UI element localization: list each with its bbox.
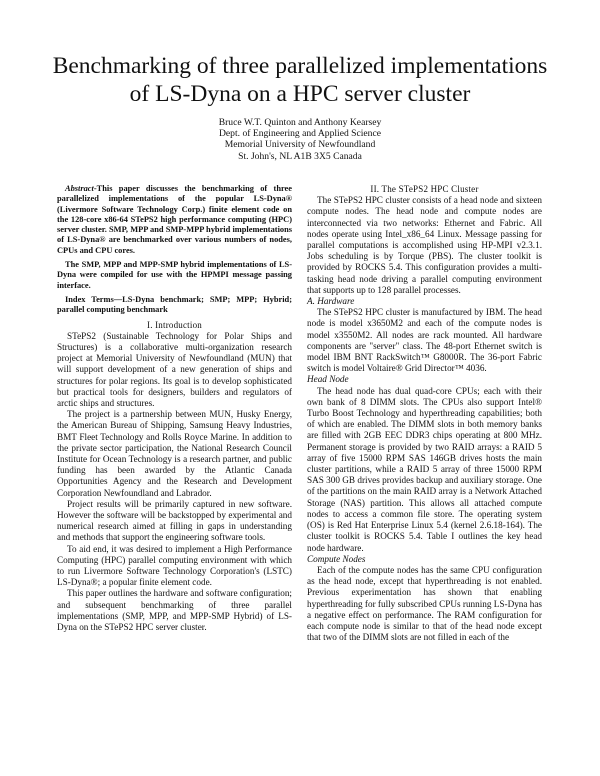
section-heading-introduction: I. Introduction [147,319,202,330]
paragraph: The project is a partnership between MUN, Husky Energy, the American Bureau of Shipping, Samsung Heavy Industries, BMT Fleet Technology and Rolls Royce Marine. In addition to the private sector participation, the National Research Council Institute for Ocean Technology is a research partner, and public funding has been awarded by the Atlantic Canada Opportunities Agency and the Research and Development Corporation Newfoundland and Labrador. [57,409,292,498]
section-heading-cluster: II. The STePS2 HPC Cluster [370,184,479,194]
paragraph: The head node has dual quad-core CPUs; each with their own bank of 8 DIMM slots. The CPUs also support Intel® Turbo Boost Technology and hyperthreading capabilities; both of which are enabled. The DIMM slots in both memory banks are filled with 2GB EEC DDR3 chips operating at 800 MHz. Permanent storage is provided by two RAID arrays: a RAID 5 array of five 15000 RPM SAS 146GB drives hosts the main cluster partitions, while a RAID 5 array of three 15000 RPM SAS 300 GB drives provides backup and auxiliary storage. One of the partitions on the main RAID array is a Network Attached Storage (NAS) partition. This allows all attached compute nodes to access a common file store. The operating system (OS) is Red Hat Enterprise Linux 5.4 (kernel 2.6.18-164). The cluster toolkit is ROCKS 5.4. Table I outlines the key head node hardware. [307,385,542,553]
paragraph: The STePS2 HPC cluster is manufactured by IBM. The head node is model x3650M2 and each of the compute nodes is model x3550M2. All nodes are rack mounted. All hardware components are "server" class. The 48-port Ethernet switch is model IBM BNT RackSwitch™ G8000R. The 36-port Fabric switch is model Voltaire® Grid Director™ 4036. [307,307,542,374]
subsection-heading-compute-nodes: Compute Nodes [307,553,366,564]
affiliation-line: St. John's, NL A1B 3X5 Canada [238,150,362,162]
abstract-label: Abstract [65,184,94,193]
author-block [150,117,450,162]
left-column [57,184,292,633]
right-column [307,184,542,643]
index-terms: Index Terms—LS-Dyna benchmark; SMP; MPP; Hybrid; parallel computing benchmark [57,294,292,315]
subsection-heading-head-node: Head Node [307,374,349,385]
affiliation-line: Dept. of Engineering and Applied Science [219,128,381,140]
page-title: Benchmarking of three parallelized implementations of LS-Dyna on a HPC server cluster [52,53,548,107]
paragraph: To aid end, it was desired to implement a High Performance Computing (HPC) parallel computing environment with which to run Livermore Software Technology Corporation's (LSTC) LS-Dyna®; a popular finite element code. [57,543,292,588]
paragraph: STePS2 (Sustainable Technology for Polar Ships and Structures) is a collaborative multi-organization research project at Memorial University of Newfoundland (MUN) that will support development of a new generation of ships and structures for polar regions. Its goal is to develop sophisticated but practical tools for designers, builders and regulators of arctic ships and structures. [57,330,292,408]
paragraph: Project results will be primarily captured in new software. However the software will be backstopped by experimental and numerical research aimed at filling in gaps in understanding and methods that support the engineering software tools. [57,498,292,543]
abstract-paragraph: The SMP, MPP and MPP-SMP hybrid implementations of LS-Dyna were compiled for use with the HPMPI message passing interface. [57,260,292,290]
paragraph: This paper outlines the hardware and software configuration; and subsequent benchmarking of three parallel implementations (SMP, MPP, and MPP-SMP Hybrid) of LS-Dyna on the STePS2 HPC server cluster. [57,588,292,633]
paragraph: The STePS2 HPC cluster consists of a head node and sixteen compute nodes. The head node and compute nodes are interconnected via two networks: Ethernet and Fabric. All nodes operate using Intel_x86_64 Linux. Message passing for parallel computations is accomplished using HP-MPI v2.3.1. Jobs scheduling is by Torque (PBS). The cluster toolkit is provided by ROCKS 5.4. This configuration provides a multi-tasking head node driving a parallel computing environment that supports up to 128 parallel processes. [307,195,542,295]
abstract-text: -This paper discusses the benchmarking of three parallelized implementations of the popular LS-Dyna® (Livermore Software Technology Corp.) finite element code on the 128-core x86-64 STePS2 high performance computing (HPC) server cluster. SMP, MPP and SMP-MPP hybrid implementations of LS-Dyna® are benchmarked over various numbers of nodes, CPUs and CPU cores. [57,184,292,255]
abstract [57,184,292,316]
paragraph: Each of the compute nodes has the same CPU configuration as the head node, except that hyperthreading is not enabled. Previous experimentation has shown that enabling hyperthreading for fully subscribed CPUs running LS-Dyna has a negative effect on performance. The RAM configuration for each compute node is similar to that of the head node except that two of the DIMM slots are not filled in each of the [307,564,543,643]
subsection-heading-hardware: A. Hardware [307,296,355,307]
authors: Bruce W.T. Quinton and Anthony Kearsey [218,117,382,128]
affiliation-line: Memorial University of Newfoundland [224,139,376,151]
